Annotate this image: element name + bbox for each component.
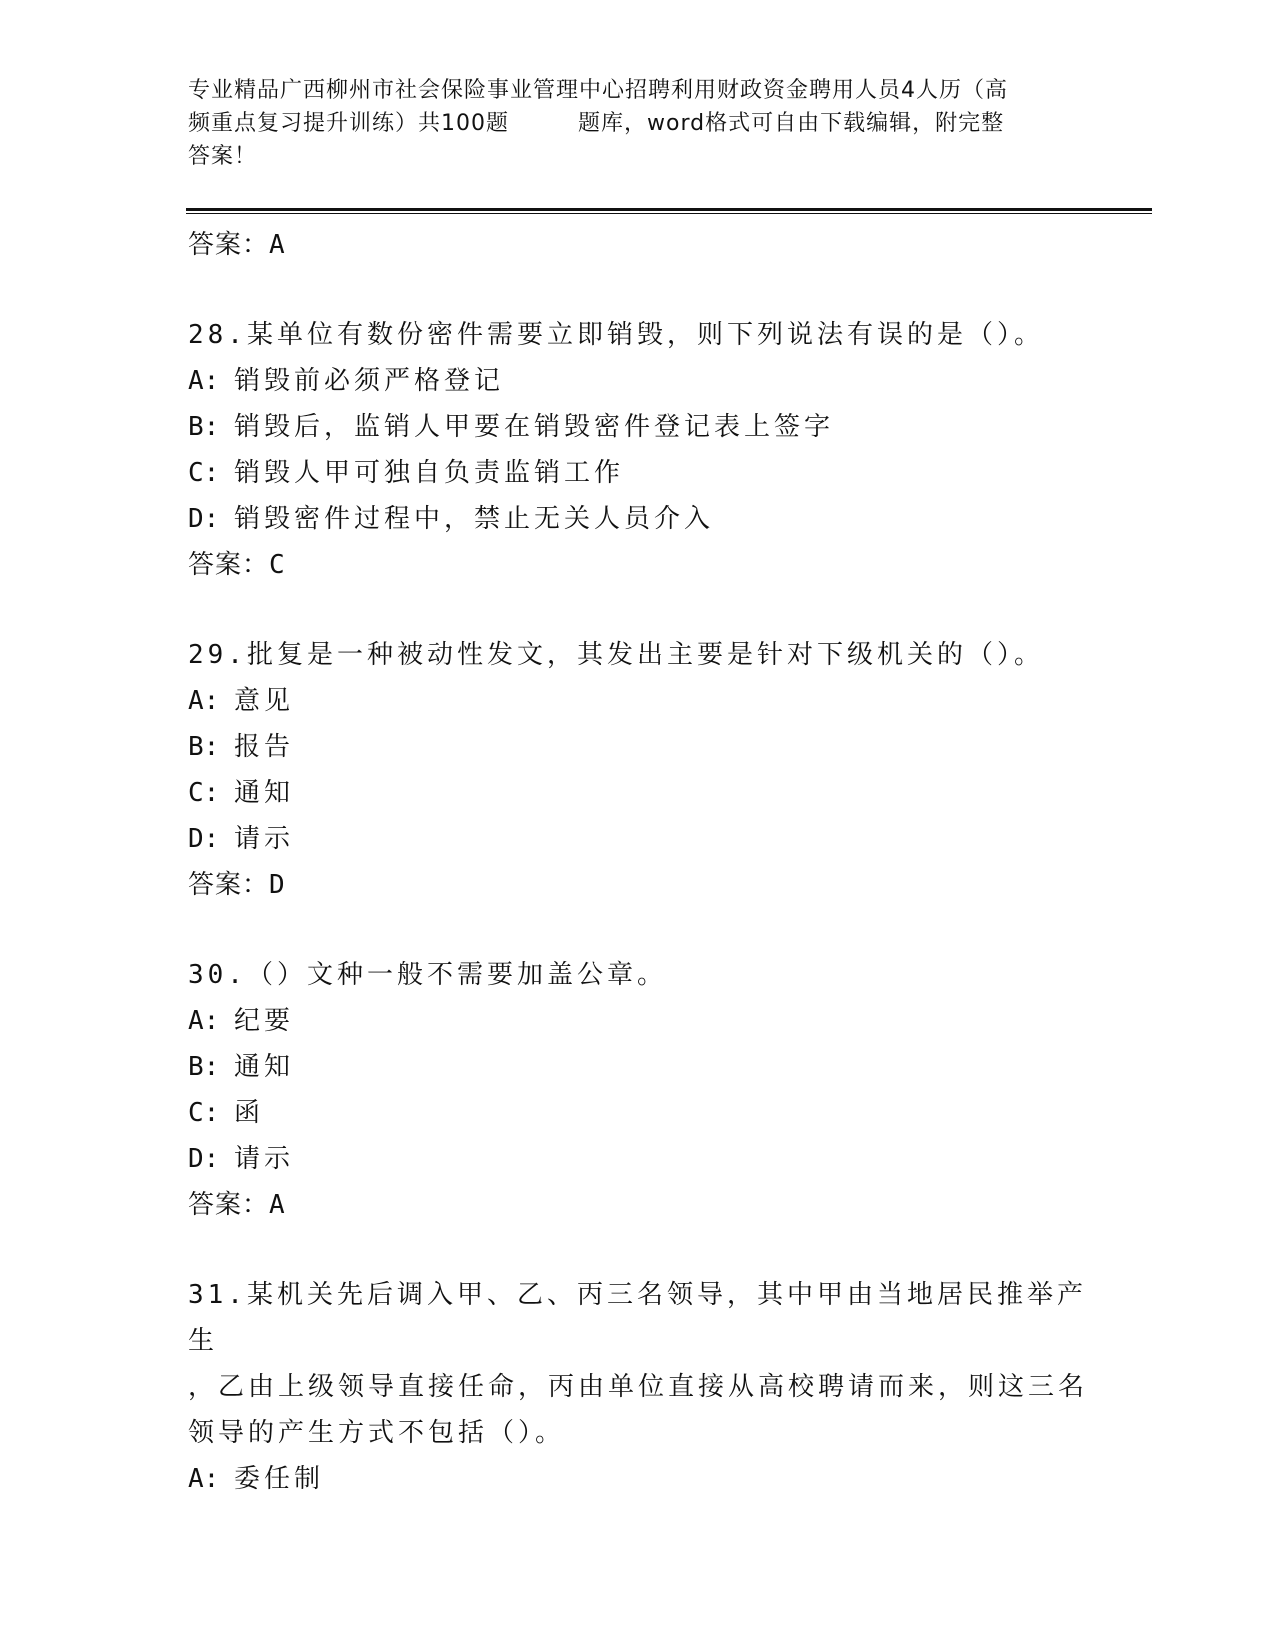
option-d [188,1136,1088,1182]
option-letter: C: [188,1098,220,1128]
option-d [188,496,1088,542]
answer-line: 答案：A [188,1190,286,1220]
option-letter: D: [188,824,220,854]
question-text-line-2: ，乙由上级领导直接任命，丙由单位直接从高校聘请而来，则这三名 [188,1372,1089,1402]
option-b [188,724,1088,770]
option-a [188,678,1088,724]
option-text: 请示 [234,1144,295,1174]
option-text: 纪要 [234,1006,295,1036]
option-a [188,358,1088,404]
header-line-3: 答案！ [188,144,258,169]
option-text: 通知 [234,778,295,808]
document-header [188,74,1088,173]
question-block [188,952,1088,1228]
question-list [188,222,1088,1502]
question-text-line-1: 31.某机关先后调入甲、乙、丙三名领导，其中甲由当地居民推举产生 [188,1280,1087,1356]
answer-line: 答案：C [188,550,286,580]
option-text: 销毁后，监销人甲要在销毁密件登记表上签字 [234,412,835,442]
question-text: 28.某单位有数份密件需要立即销毁，则下列说法有误的是（）。 [188,320,1044,350]
option-a [188,1456,1088,1502]
option-text: 意见 [234,686,295,716]
option-text: 销毁前必须严格登记 [234,366,505,396]
option-c [188,770,1088,816]
option-text: 报告 [234,732,295,762]
option-a [188,998,1088,1044]
header-divider [186,208,1152,211]
question-text: 30.（）文种一般不需要加盖公章。 [188,960,667,990]
option-c [188,450,1088,496]
option-text: 销毁密件过程中，禁止无关人员介入 [234,504,715,534]
option-letter: A: [188,1464,220,1494]
option-letter: B: [188,412,220,442]
question-text-line-3: 领导的产生方式不包括（）。 [188,1418,566,1448]
option-d [188,816,1088,862]
option-b [188,404,1088,450]
option-text: 请示 [234,824,295,854]
option-text: 销毁人甲可独自负责监销工作 [234,458,625,488]
option-letter: C: [188,778,220,808]
option-letter: D: [188,1144,220,1174]
option-letter: D: [188,504,220,534]
header-line-1: 专业精品广西柳州市社会保险事业管理中心招聘利用财政资金聘用人员4人历（高 [188,78,1008,103]
question-block [188,1272,1088,1502]
answer-line: 答案：D [188,870,286,900]
question-block [188,312,1088,588]
answer-line: 答案：A [188,230,286,260]
option-text: 委任制 [234,1464,325,1494]
option-letter: C: [188,458,220,488]
option-letter: A: [188,366,220,396]
question-text: 29.批复是一种被动性发文，其发出主要是针对下级机关的（）。 [188,640,1044,670]
option-text: 函 [234,1098,265,1128]
option-c [188,1090,1088,1136]
option-b [188,1044,1088,1090]
question-block [188,632,1088,908]
header-line-2: 频重点复习提升训练）共100题 题库，word格式可自由下载编辑，附完整 [188,111,1005,136]
option-letter: B: [188,732,220,762]
option-text: 通知 [234,1052,295,1082]
option-letter: A: [188,686,220,716]
option-letter: A: [188,1006,220,1036]
option-letter: B: [188,1052,220,1082]
